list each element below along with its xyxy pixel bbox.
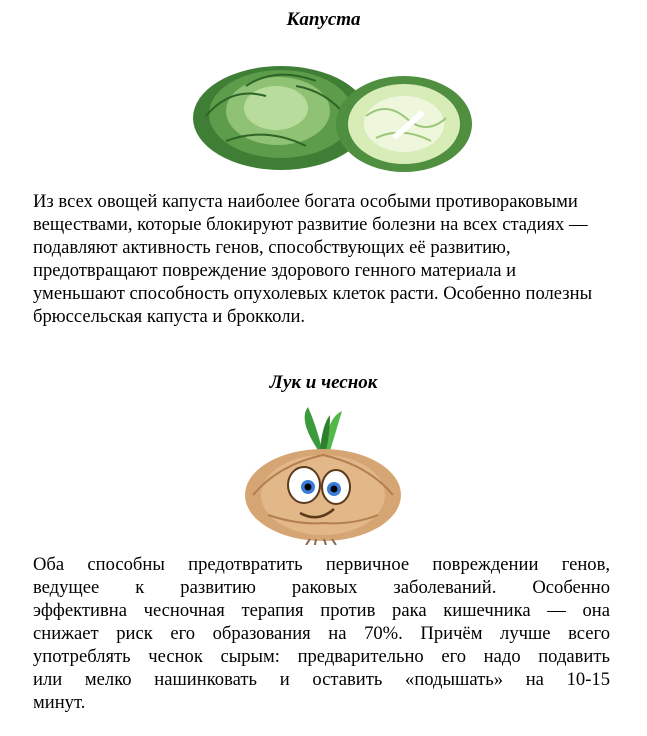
text-line: ведущее к развитию раковых заболеваний. Особенно [33, 577, 610, 598]
text-line: или мелко нашинковать и оставить «подышать» на 10-15 [33, 669, 610, 690]
cartoon-onion-illustration [238, 405, 408, 545]
section-text-cabbage: Из всех овощей капуста наиболее богата особыми противораковыми веществами, которые блокируют развитие болезни на всех стадиях — подавляют активность генов, способствующих её развитию, предотвращают повреждение здорового генного материала и уменьшают способность опухолевых клеток расти. Особенно полезны брюссельская капуста и брокколи. [33, 191, 593, 327]
text-line: снижает риск его образования на 70%. Причём лучше всего [33, 623, 610, 644]
section-title-onion-garlic: Лук и чеснок [269, 372, 378, 393]
text-line: минут. [33, 692, 86, 713]
section-title-cabbage: Капуста [286, 9, 361, 30]
text-line: эффективна чесночная терапия против рака кишечника — она [33, 600, 610, 621]
cabbage-illustration [186, 56, 476, 174]
text-line: употреблять чеснок сырым: предварительно его надо подавить [33, 646, 610, 667]
text-line: Оба способны предотвратить первичное повреждении генов, [33, 554, 610, 575]
section-text-onion-garlic [33, 553, 610, 714]
